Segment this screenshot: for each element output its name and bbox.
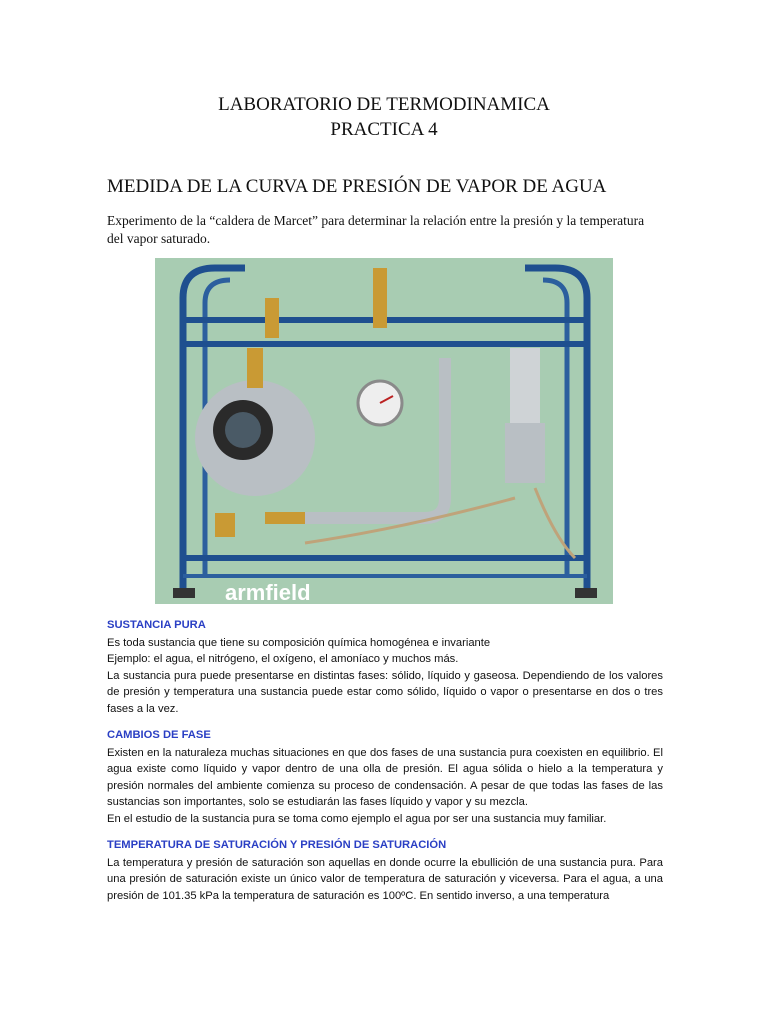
intro-paragraph: Experimento de la “caldera de Marcet” para determinar la relación entre la presión y la temperatura del vapor saturado. [107, 213, 645, 246]
armfield-logo: armfield [225, 580, 311, 604]
section-paragraph: La sustancia pura puede presentarse en distintas fases: sólido, líquido y gaseosa. Dependiendo de los valores de presión y temperatura una sustancia puede estar como sólido, líquido o vapor o presentarse en dos o tres fases a la vez. [107, 669, 663, 715]
section-cambios-de-fase [107, 727, 663, 827]
section-heading: SUSTANCIA PURA [107, 619, 206, 631]
section-paragraph: Ejemplo: el agua, el nitrógeno, el oxígeno, el amoníaco y muchos más. [107, 653, 459, 665]
title-line-2: PRACTICA 4 [330, 119, 438, 140]
section-sustancia-pura [107, 617, 663, 717]
section-paragraph: Es toda sustancia que tiene su composición química homogénea e invariante [107, 636, 491, 649]
section-paragraph: Existen en la naturaleza muchas situaciones en que dos fases de una sustancia pura coexisten en equilibrio. El agua existe como líquido y vapor dentro de una olla de presión. El agua sólida o hielo a la temperatura y presión normales del ambiente comienza su proceso de condensación. A pesar de que todas las fases de las sustancias son importantes, solo se estudiarán las fases líquido y vapor y su mezcla. [107, 746, 663, 808]
document-title [0, 92, 768, 142]
section-paragraph: La temperatura y presión de saturación son aquellas en donde ocurre la ebullición de una sustancia pura. Para una presión de saturación existe un único valor de temperatura de saturación y viceversa. Para el agua, a una presión de 101.35 kPa la temperatura de saturación es 100ºC. En sentido inverso, a una temperatura [107, 856, 663, 902]
practice-subtitle: MEDIDA DE LA CURVA DE PRESIÓN DE VAPOR DE AGUA [107, 176, 607, 197]
section-temperatura-presion-saturacion [107, 837, 663, 904]
section-heading: TEMPERATURA DE SATURACIÓN Y PRESIÓN DE SATURACIÓN [107, 839, 447, 851]
section-heading: CAMBIOS DE FASE [107, 729, 211, 741]
title-line-1: LABORATORIO DE TERMODINAMICA [218, 94, 550, 115]
marcet-boiler-photo [155, 258, 613, 604]
section-paragraph: En el estudio de la sustancia pura se toma como ejemplo el agua por ser una sustancia muy familiar. [107, 812, 607, 825]
